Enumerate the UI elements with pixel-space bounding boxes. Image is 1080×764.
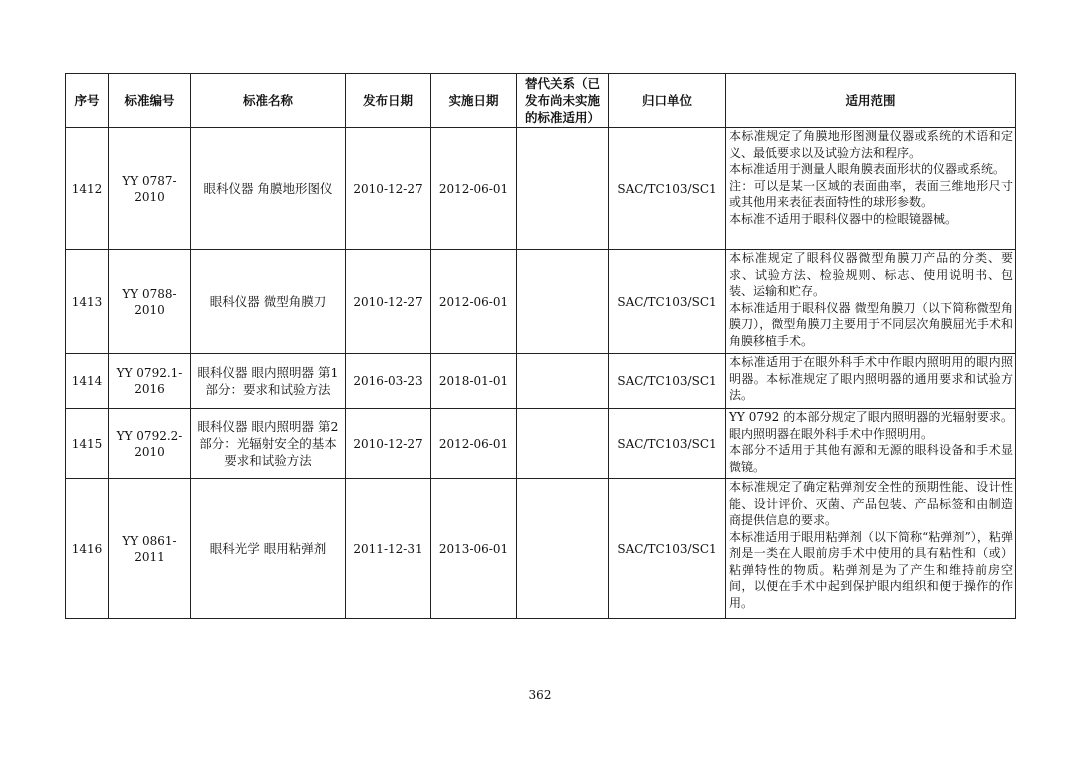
cell-effective-date: 2012-06-01 (431, 250, 517, 354)
cell-code: YY 0788-2010 (109, 250, 191, 354)
header-replace: 替代关系（已发布尚未实施的标准适用） (517, 74, 609, 128)
cell-code: YY 0792.1-2016 (109, 354, 191, 409)
header-authority: 归口单位 (609, 74, 726, 128)
header-seq: 序号 (66, 74, 109, 128)
cell-authority: SAC/TC103/SC1 (609, 409, 726, 479)
scope-paragraph: 本标准适用于在眼外科手术中作眼内照明用的眼内照明器。本标准规定了眼内照明器的通用要求和试验方法。 (729, 355, 1013, 402)
header-row (66, 74, 1016, 128)
cell-code: YY 0861-2011 (109, 479, 191, 619)
cell-scope (726, 250, 1016, 354)
cell-code: YY 0792.2-2010 (109, 409, 191, 479)
header-effective-date: 实施日期 (431, 74, 517, 128)
table-row (66, 354, 1016, 409)
cell-scope (726, 409, 1016, 479)
page-number: 362 (528, 688, 552, 702)
cell-publish-date: 2010-12-27 (346, 128, 431, 250)
scope-paragraph: 本标准规定了眼科仪器微型角膜刀产品的分类、要求、试验方法、检验规则、标志、使用说明书、包装、运输和贮存。 (729, 251, 1013, 298)
header-scope: 适用范围 (726, 74, 1016, 128)
table-row (66, 250, 1016, 354)
standards-table (65, 73, 1016, 619)
cell-authority: SAC/TC103/SC1 (609, 354, 726, 409)
scope-paragraph: 本标准规定了确定粘弹剂安全性的预期性能、设计性能、设计评价、灭菌、产品包装、产品标签和由制造商提供信息的要求。 (729, 480, 1013, 527)
scope-paragraph: YY 0792 的本部分规定了眼内照明器的光辐射要求。眼内照明器在眼外科手术中作照明用。 (729, 410, 1013, 441)
cell-scope (726, 479, 1016, 619)
cell-publish-date: 2010-12-27 (346, 250, 431, 354)
table-row (66, 479, 1016, 619)
table-row (66, 409, 1016, 479)
header-code: 标准编号 (109, 74, 191, 128)
cell-authority: SAC/TC103/SC1 (609, 250, 726, 354)
cell-replace (517, 354, 609, 409)
cell-effective-date: 2012-06-01 (431, 409, 517, 479)
cell-scope (726, 354, 1016, 409)
scope-paragraph: 注：可以是某一区域的表面曲率，表面三维地形尺寸或其他用来表征表面特性的球形参数。 (729, 178, 1013, 209)
cell-effective-date: 2012-06-01 (431, 128, 517, 250)
cell-publish-date: 2016-03-23 (346, 354, 431, 409)
cell-seq: 1412 (66, 128, 109, 250)
cell-replace (517, 250, 609, 354)
cell-name: 眼科仪器 眼内照明器 第2部分：光辐射安全的基本要求和试验方法 (191, 409, 346, 479)
cell-name: 眼科仪器 角膜地形图仪 (191, 128, 346, 250)
cell-name: 眼科光学 眼用粘弹剂 (191, 479, 346, 619)
cell-code: YY 0787-2010 (109, 128, 191, 250)
cell-seq: 1413 (66, 250, 109, 354)
cell-effective-date: 2013-06-01 (431, 479, 517, 619)
cell-authority: SAC/TC103/SC1 (609, 128, 726, 250)
cell-publish-date: 2011-12-31 (346, 479, 431, 619)
cell-effective-date: 2018-01-01 (431, 354, 517, 409)
table-row (66, 128, 1016, 250)
scope-paragraph: 本部分不适用于其他有源和无源的眼科设备和手术显微镜。 (729, 443, 1013, 474)
cell-authority: SAC/TC103/SC1 (609, 479, 726, 619)
cell-publish-date: 2010-12-27 (346, 409, 431, 479)
cell-replace (517, 128, 609, 250)
cell-name: 眼科仪器 眼内照明器 第1部分：要求和试验方法 (191, 354, 346, 409)
cell-replace (517, 409, 609, 479)
header-publish-date: 发布日期 (346, 74, 431, 128)
scope-paragraph: 本标准不适用于眼科仪器中的检眼镜器械。 (729, 211, 958, 226)
cell-seq: 1415 (66, 409, 109, 479)
header-name: 标准名称 (191, 74, 346, 128)
scope-paragraph: 本标准适用于测量人眼角膜表面形状的仪器或系统。 (729, 162, 1006, 176)
cell-seq: 1414 (66, 354, 109, 409)
cell-name: 眼科仪器 微型角膜刀 (191, 250, 346, 354)
cell-scope (726, 128, 1016, 250)
cell-seq: 1416 (66, 479, 109, 619)
cell-replace (517, 479, 609, 619)
scope-paragraph: 本标准适用于眼用粘弹剂（以下简称“粘弹剂”），粘弹剂是一类在人眼前房手术中使用的具有粘性和（或）粘弹特性的物质。粘弹剂是为了产生和维持前房空间，以便在手术中起到保护眼内组织和便于操作的作用。 (729, 529, 1013, 610)
scope-paragraph: 本标准规定了角膜地形图测量仪器或系统的术语和定义、最低要求以及试验方法和程序。 (729, 129, 1013, 160)
scope-paragraph: 本标准适用于眼科仪器 微型角膜刀（以下简称微型角膜刀），微型角膜刀主要用于不同层次角膜屈光手术和角膜移植手术。 (729, 300, 1013, 348)
